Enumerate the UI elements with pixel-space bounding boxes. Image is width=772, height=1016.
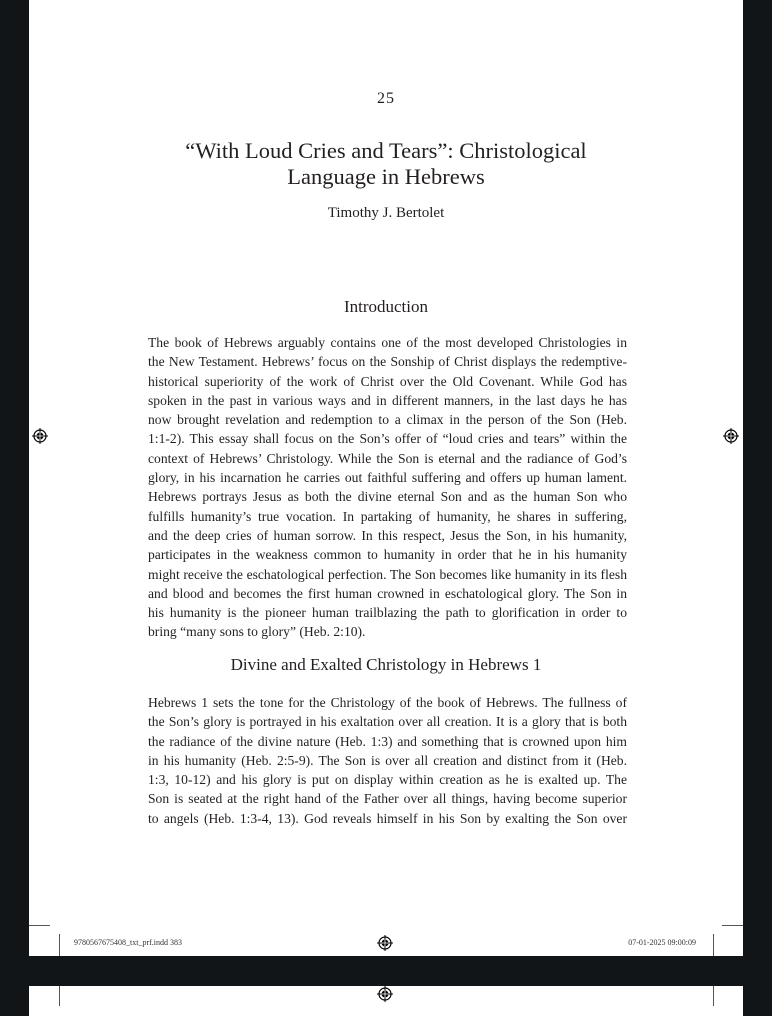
- registration-mark-icon: [723, 428, 739, 444]
- text-line: might receive the eschatological perfection. The Son becomes like humanity in its flesh: [148, 566, 627, 582]
- document-page: [29, 0, 743, 956]
- section-heading: Introduction: [343, 297, 429, 316]
- section-heading: Divine and Exalted Christology in Hebrews 1: [230, 655, 542, 674]
- crop-mark: [29, 925, 50, 926]
- text-line: bring “many sons to glory” (Heb. 2:10).: [148, 624, 366, 640]
- registration-mark-icon: [377, 935, 393, 951]
- text-line: Hebrews portrays Jesus as both the divine eternal Son and as the human Son who: [148, 489, 627, 505]
- text-line: Son is seated at the right hand of the Father over all things, having become superior: [148, 791, 627, 807]
- slug-timestamp: 07-01-2025 09:00:09: [628, 938, 696, 947]
- crop-mark: [713, 934, 714, 956]
- crop-mark: [59, 934, 60, 956]
- text-line: the New Testament. Hebrews’ focus on the Sonship of Christ displays the redemptive-: [148, 354, 627, 370]
- title-line: Language in Hebrews: [287, 164, 485, 189]
- crop-mark: [59, 986, 60, 1006]
- text-line: the Son’s glory is portrayed in his exaltation over all creation. It is a glory that is both: [148, 714, 627, 730]
- chapter-title: [29, 138, 743, 190]
- text-line: The book of Hebrews arguably contains one of the most developed Christologies in: [148, 335, 627, 350]
- text-line: now brought revelation and redemption to a climax in the person of the Son (Heb.: [148, 412, 627, 428]
- text-line: fulfills humanity’s true vocation. In partaking of humanity, he shares in suffering,: [148, 508, 627, 524]
- author-name: Timothy J. Bertolet: [327, 205, 445, 221]
- title-line: “With Loud Cries and Tears”: Christological: [185, 138, 587, 163]
- text-line: and blood and becomes the first human crowned in eschatological glory. The Son in: [148, 585, 627, 601]
- text-line: the radiance of the divine nature (Heb. 1:3) and something that is crowned upon him: [148, 733, 627, 749]
- crop-mark: [722, 925, 743, 926]
- text-line: his humanity is the pioneer human trailblazing the path to glorification in order to: [148, 605, 627, 621]
- page-number: 25: [377, 90, 395, 107]
- body-paragraph: [148, 333, 627, 642]
- text-line: in his humanity (Heb. 2:5-9). The Son is over all creation and distinct from it (Heb.: [148, 752, 627, 768]
- text-line: 1:1-2). This essay shall focus on the Son’s offer of “loud cries and tears” within the: [148, 431, 627, 447]
- text-line: spoken in the past in various ways and in different manners, in the last days he has: [148, 392, 627, 408]
- text-line: glory, in his incarnation he carries out faithful suffering and offers up human lament.: [148, 470, 627, 486]
- crop-mark: [713, 986, 714, 1006]
- registration-mark-icon: [32, 428, 48, 444]
- body-paragraph: [148, 693, 627, 828]
- text-line: participates in the weakness common to humanity in order that he in his humanity: [148, 547, 627, 563]
- text-line: and the deep cries of human sorrow. In this respect, Jesus the Son, in his humanity,: [148, 527, 627, 543]
- slug-filename: 9780567675408_txt_prf.indd 383: [74, 938, 182, 947]
- text-line: to angels (Heb. 1:3-4, 13). God reveals himself in his Son by exalting the Son over: [148, 810, 627, 826]
- text-line: Hebrews 1 sets the tone for the Christology of the book of Hebrews. The fullness of: [148, 695, 627, 710]
- text-line: 1:3, 10-12) and his glory is put on display within creation as he is exalted up. The: [148, 772, 627, 788]
- text-line: historical superiority of the work of Christ over the Old Covenant. While God has: [148, 373, 627, 389]
- text-line: context of Hebrews’ Christology. While the Son is eternal and the radiance of God’s: [148, 450, 627, 466]
